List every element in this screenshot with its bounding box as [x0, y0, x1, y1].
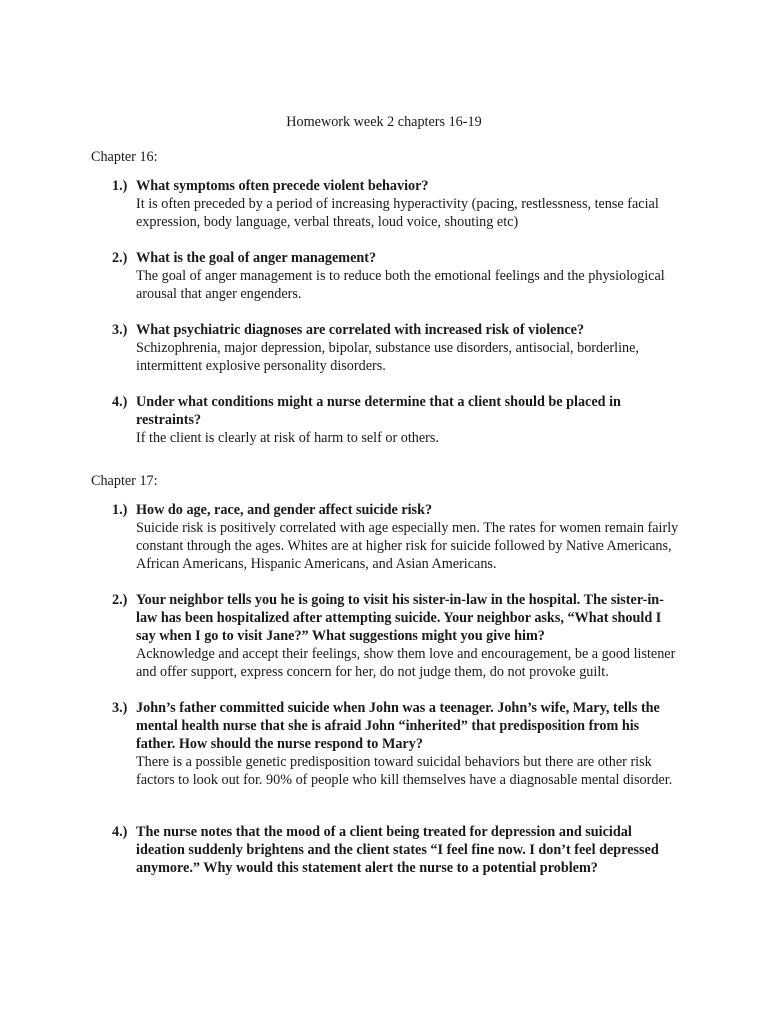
answer-text: There is a possible genetic predisposition toward suicidal behaviors but there are other risk factors to look out for. 90% of people who kill themselves have a diagnosable mental disorder.	[136, 754, 673, 788]
question-number: 2.)	[112, 250, 128, 266]
question-item	[91, 501, 731, 573]
document-title: Homework week 2 chapters 16-19	[286, 114, 482, 130]
chapter-heading: Chapter 16:	[91, 149, 158, 165]
question-text: What symptoms often precede violent behavior?	[136, 178, 429, 194]
question-item	[91, 321, 731, 375]
question-number: 1.)	[112, 502, 128, 518]
answer-text: The goal of anger management is to reduce both the emotional feelings and the physiological arousal that anger engenders.	[136, 268, 665, 302]
answer-text: Suicide risk is positively correlated with age especially men. The rates for women remain fairly constant through the ages. Whites are at higher risk for suicide followed by Native Americans, African Americans, Hispanic Americans, and Asian Americans.	[136, 520, 679, 572]
question-text: What psychiatric diagnoses are correlated with increased risk of violence?	[136, 322, 585, 338]
answer-text: Schizophrenia, major depression, bipolar, substance use disorders, antisocial, borderline, intermittent explosive personality disorders.	[136, 340, 639, 374]
answer-text: Acknowledge and accept their feelings, show them love and encouragement, be a good listener and offer support, express concern for her, do not judge them, do not provoke guilt.	[136, 646, 676, 680]
question-number: 3.)	[112, 322, 128, 338]
question-number: 1.)	[112, 178, 128, 194]
question-item	[91, 823, 731, 877]
question-item	[91, 699, 731, 789]
answer-text: It is often preceded by a period of increasing hyperactivity (pacing, restlessness, tense facial expression, body language, verbal threats, loud voice, shouting etc)	[136, 196, 659, 230]
question-number: 4.)	[112, 824, 128, 840]
chapter-heading: Chapter 17:	[91, 473, 158, 489]
question-item	[91, 393, 731, 447]
question-number: 4.)	[112, 394, 128, 410]
question-number: 3.)	[112, 700, 128, 716]
question-text: What is the goal of anger management?	[136, 250, 377, 266]
question-item	[91, 249, 731, 303]
question-text: The nurse notes that the mood of a client being treated for depression and suicidal ideation suddenly brightens and the client states “I feel fine now. I don’t feel depressed anymore.” Why would this statement alert the nurse to a potential problem?	[136, 824, 659, 876]
chapter-17-section	[91, 472, 731, 895]
question-text: How do age, race, and gender affect suicide risk?	[136, 502, 433, 518]
answer-text: If the client is clearly at risk of harm to self or others.	[136, 430, 439, 446]
question-text: Under what conditions might a nurse determine that a client should be placed in restraints?	[136, 394, 621, 428]
question-item	[91, 177, 731, 231]
chapter-16-section	[91, 148, 731, 465]
question-text: John’s father committed suicide when John was a teenager. John’s wife, Mary, tells the mental health nurse that she is afraid John “inherited” that predisposition from his father. How should the nurse respond to Mary?	[136, 700, 660, 752]
question-item	[91, 591, 731, 681]
question-number: 2.)	[112, 592, 128, 608]
question-text: Your neighbor tells you he is going to visit his sister-in-law in the hospital. The sister-in-law has been hospitalized after attempting suicide. Your neighbor asks, “What should I say when I go to visit Jane?” What suggestions might you give him?	[136, 592, 664, 644]
